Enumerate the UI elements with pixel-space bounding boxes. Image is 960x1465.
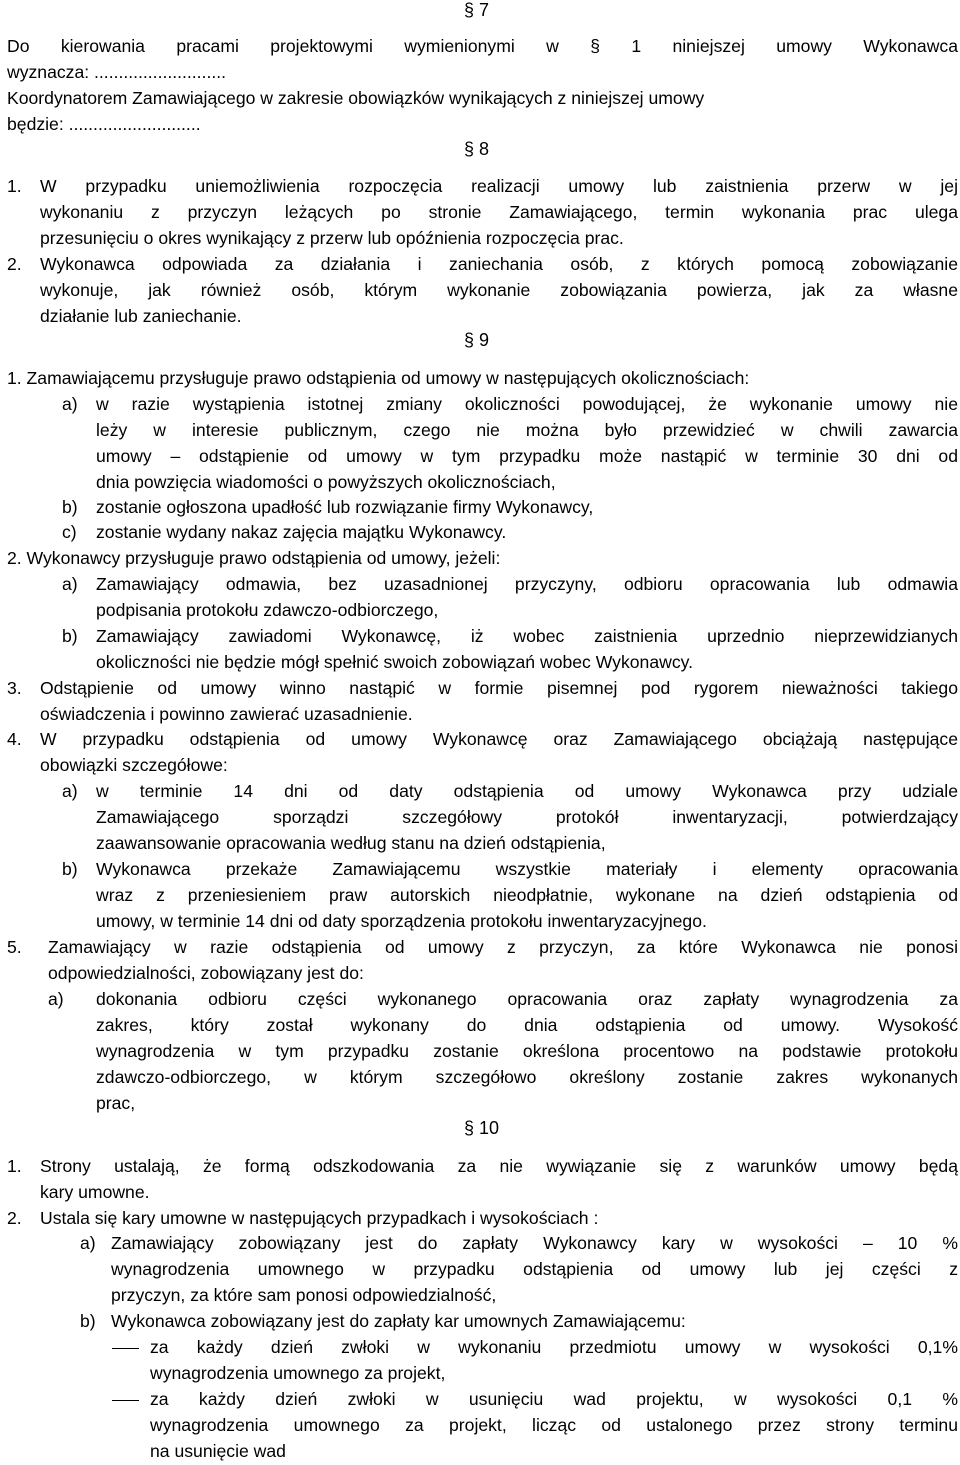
s10-dash-2-line-1: za każdy dzień zwłoki w usunięciu wad projektu, w wysokości 0,1 % (150, 1389, 958, 1409)
s9-item-5-a-line-5: prac, (96, 1093, 136, 1113)
s9-item-1-b-mark: b) (62, 497, 78, 517)
s9-item-4-a-line-3: zaawansowanie opracowania według stanu na dzień odstąpienia, (96, 833, 606, 853)
s9-item-4-line-1: W przypadku odstąpienia od umowy Wykonawcę oraz Zamawiającego obciążają następujące (40, 729, 958, 749)
section-heading-8: § 8 (464, 139, 490, 159)
s9-item-4-line-2: obowiązki szczegółowe: (40, 755, 228, 775)
s10-item-2-line-1: Ustala się kary umowne w następujących przypadkach i wysokościach : (40, 1208, 599, 1228)
dash-bullet (112, 1400, 139, 1401)
s9-item-1-a-line-3: umowy – odstąpienie od umowy w tym przypadku może nastąpić w terminie 30 dni od (96, 446, 958, 466)
s9-item-4-b-line-1: Wykonawca przekaże Zamawiającemu wszystkie materiały i elementy opracowania (96, 859, 958, 879)
s9-item-5-a-line-2: zakres, który został wykonany do dnia odstąpienia od umowy. Wysokość (96, 1015, 958, 1035)
s9-item-2-a-line-1: Zamawiający odmawia, bez uzasadnionej przyczyny, odbioru opracowania lub odmawia (96, 574, 958, 594)
s9-item-1-a-line-2: leży w interesie publicznym, czego nie można było przewidzieć w chwili zawarcia (96, 420, 958, 440)
s9-item-4-a-line-2: Zamawiającego sporządzi szczegółowy protokół inwentaryzacji, potwierdzający (96, 807, 958, 827)
s10-dash-1-line-2: wynagrodzenia umownego za projekt, (150, 1363, 446, 1383)
s10-dash-1-line-1: za każdy dzień zwłoki w wykonaniu przedmiotu umowy w wysokości 0,1% (150, 1337, 958, 1357)
s10-item-2-a-line-2: wynagrodzenia umownego w przypadku odstąpienia od umowy lub jej części z (111, 1259, 958, 1279)
s8-item-2-line-1: Wykonawca odpowiada za działania i zaniechania osób, z których pomocą zobowiązanie (40, 254, 958, 274)
s9-item-4-b-mark: b) (62, 859, 78, 879)
s8-item-1-line-1: W przypadku uniemożliwienia rozpoczęcia realizacji umowy lub zaistnienia przerw w jej (40, 176, 958, 196)
s9-item-5-a-line-3: wynagrodzenia w tym przypadku zostanie określona procentowo na podstawie protokołu (96, 1041, 958, 1061)
s10-item-2-number: 2. (7, 1208, 22, 1228)
s9-item-2-b-line-2: okoliczności nie będzie mógł spełnić swoich zobowiązań wobec Wykonawcy. (96, 652, 694, 672)
section-heading-10: § 10 (464, 1118, 500, 1138)
s9-item-4-b-line-3: umowy, w terminie 14 dni od daty sporządzenia protokołu inwentaryzacyjnego. (96, 911, 707, 931)
s9-item-3-line-2: oświadczenia i powinno zawierać uzasadnienie. (40, 704, 413, 724)
s9-item-3-number: 3. (7, 678, 22, 698)
s10-dash-2-line-2: wynagrodzenia umownego za projekt, licząc od ustalonego przez strony terminu (150, 1415, 958, 1435)
s10-item-1-line-1: Strony ustalają, że formą odszkodowania za nie wywiązanie się z warunków umowy będą (40, 1156, 958, 1176)
s9-item-1-a-line-4: dnia powzięcia wiadomości o powyższych okolicznościach, (96, 472, 556, 492)
s10-item-1-line-2: kary umowne. (40, 1182, 150, 1202)
s9-item-5-line-2: odpowiedzialności, zobowiązany jest do: (48, 963, 364, 983)
s9-item-5-a-line-1: dokonania odbioru części wykonanego opracowania oraz zapłaty wynagrodzenia za (96, 989, 958, 1009)
s9-item-5-line-1: Zamawiający w razie odstąpienia od umowy z przyczyn, za które Wykonawca nie ponosi (48, 937, 958, 957)
s8-item-1-line-2: wykonaniu z przyczyn leżących po stronie Zamawiającego, termin wykonania prac ulega (40, 202, 958, 222)
s9-item-1-a-line-1: w razie wystąpienia istotnej zmiany okoliczności powodującej, że wykonanie umowy nie (96, 394, 958, 414)
s8-item-1-line-3: przesunięciu o okres wynikający z przerw lub opóźnienia rozpoczęcia prac. (40, 228, 624, 248)
s10-item-2-a-line-3: przyczyn, za które sam ponosi odpowiedzialność, (111, 1285, 497, 1305)
s8-item-2-line-3: działanie lub zaniechanie. (40, 306, 242, 326)
s10-item-2-b-line-1: Wykonawca zobowiązany jest do zapłaty kar umownych Zamawiającemu: (111, 1311, 686, 1331)
s9-item-1-line-1: 1. Zamawiającemu przysługuje prawo odstąpienia od umowy w następujących okolicznościach: (7, 368, 750, 388)
s10-item-2-a-mark: a) (80, 1233, 96, 1253)
s9-item-1-c-mark: c) (62, 522, 77, 542)
s9-item-2-a-mark: a) (62, 574, 78, 594)
s9-item-2-b-line-1: Zamawiający zawiadomi Wykonawcę, iż wobec zaistnienia uprzednio nieprzewidzianych (96, 626, 958, 646)
s10-item-2-b-mark: b) (80, 1311, 96, 1331)
s9-item-1-b-line-1: zostanie ogłoszona upadłość lub rozwiązanie firmy Wykonawcy, (96, 497, 594, 517)
s7-line-4: będzie: ........................... (7, 114, 201, 134)
s7-line-1: Do kierowania pracami projektowymi wymienionymi w § 1 niniejszej umowy Wykonawca (7, 36, 958, 56)
s8-item-2-line-2: wykonuje, jak również osób, którym wykonanie zobowiązania powierza, jak za własne (40, 280, 958, 300)
s10-item-1-number: 1. (7, 1156, 22, 1176)
s9-item-4-number: 4. (7, 729, 22, 749)
s9-item-2-line-1: 2. Wykonawcy przysługuje prawo odstąpienia od umowy, jeżeli: (7, 548, 501, 568)
s10-dash-2-line-3: na usunięcie wad (150, 1441, 286, 1461)
s9-item-4-a-mark: a) (62, 781, 78, 801)
section-heading-7: § 7 (464, 0, 490, 20)
s8-item-1-number: 1. (7, 176, 22, 196)
s9-item-2-b-mark: b) (62, 626, 78, 646)
section-heading-9: § 9 (464, 330, 490, 350)
s9-item-4-b-line-2: wraz z przeniesieniem praw autorskich nieodpłatnie, wykonane na dzień odstąpienia od (96, 885, 958, 905)
s9-item-2-a-line-2: podpisania protokołu zdawczo-odbiorczego, (96, 600, 439, 620)
s8-item-2-number: 2. (7, 254, 22, 274)
s9-item-4-a-line-1: w terminie 14 dni od daty odstąpienia od umowy Wykonawca przy udziale (96, 781, 958, 801)
s7-line-2: wyznacza: ........................... (7, 62, 227, 82)
s7-line-3: Koordynatorem Zamawiającego w zakresie obowiązków wynikających z niniejszej umowy (7, 88, 705, 108)
s9-item-5-a-line-4: zdawczo-odbiorczego, w którym szczegółowo określony zostanie zakres wykonanych (96, 1067, 958, 1087)
s10-item-2-a-line-1: Zamawiający zobowiązany jest do zapłaty Wykonawcy kary w wysokości – 10 % (111, 1233, 958, 1253)
s9-item-3-line-1: Odstąpienie od umowy winno nastąpić w formie pisemnej pod rygorem nieważności takiego (40, 678, 958, 698)
s9-item-5-number: 5. (7, 937, 22, 957)
s9-item-1-c-line-1: zostanie wydany nakaz zajęcia majątku Wykonawcy. (96, 522, 507, 542)
s9-item-1-a-mark: a) (62, 394, 78, 414)
s9-item-5-a-mark: a) (48, 989, 64, 1009)
dash-bullet (112, 1348, 139, 1349)
